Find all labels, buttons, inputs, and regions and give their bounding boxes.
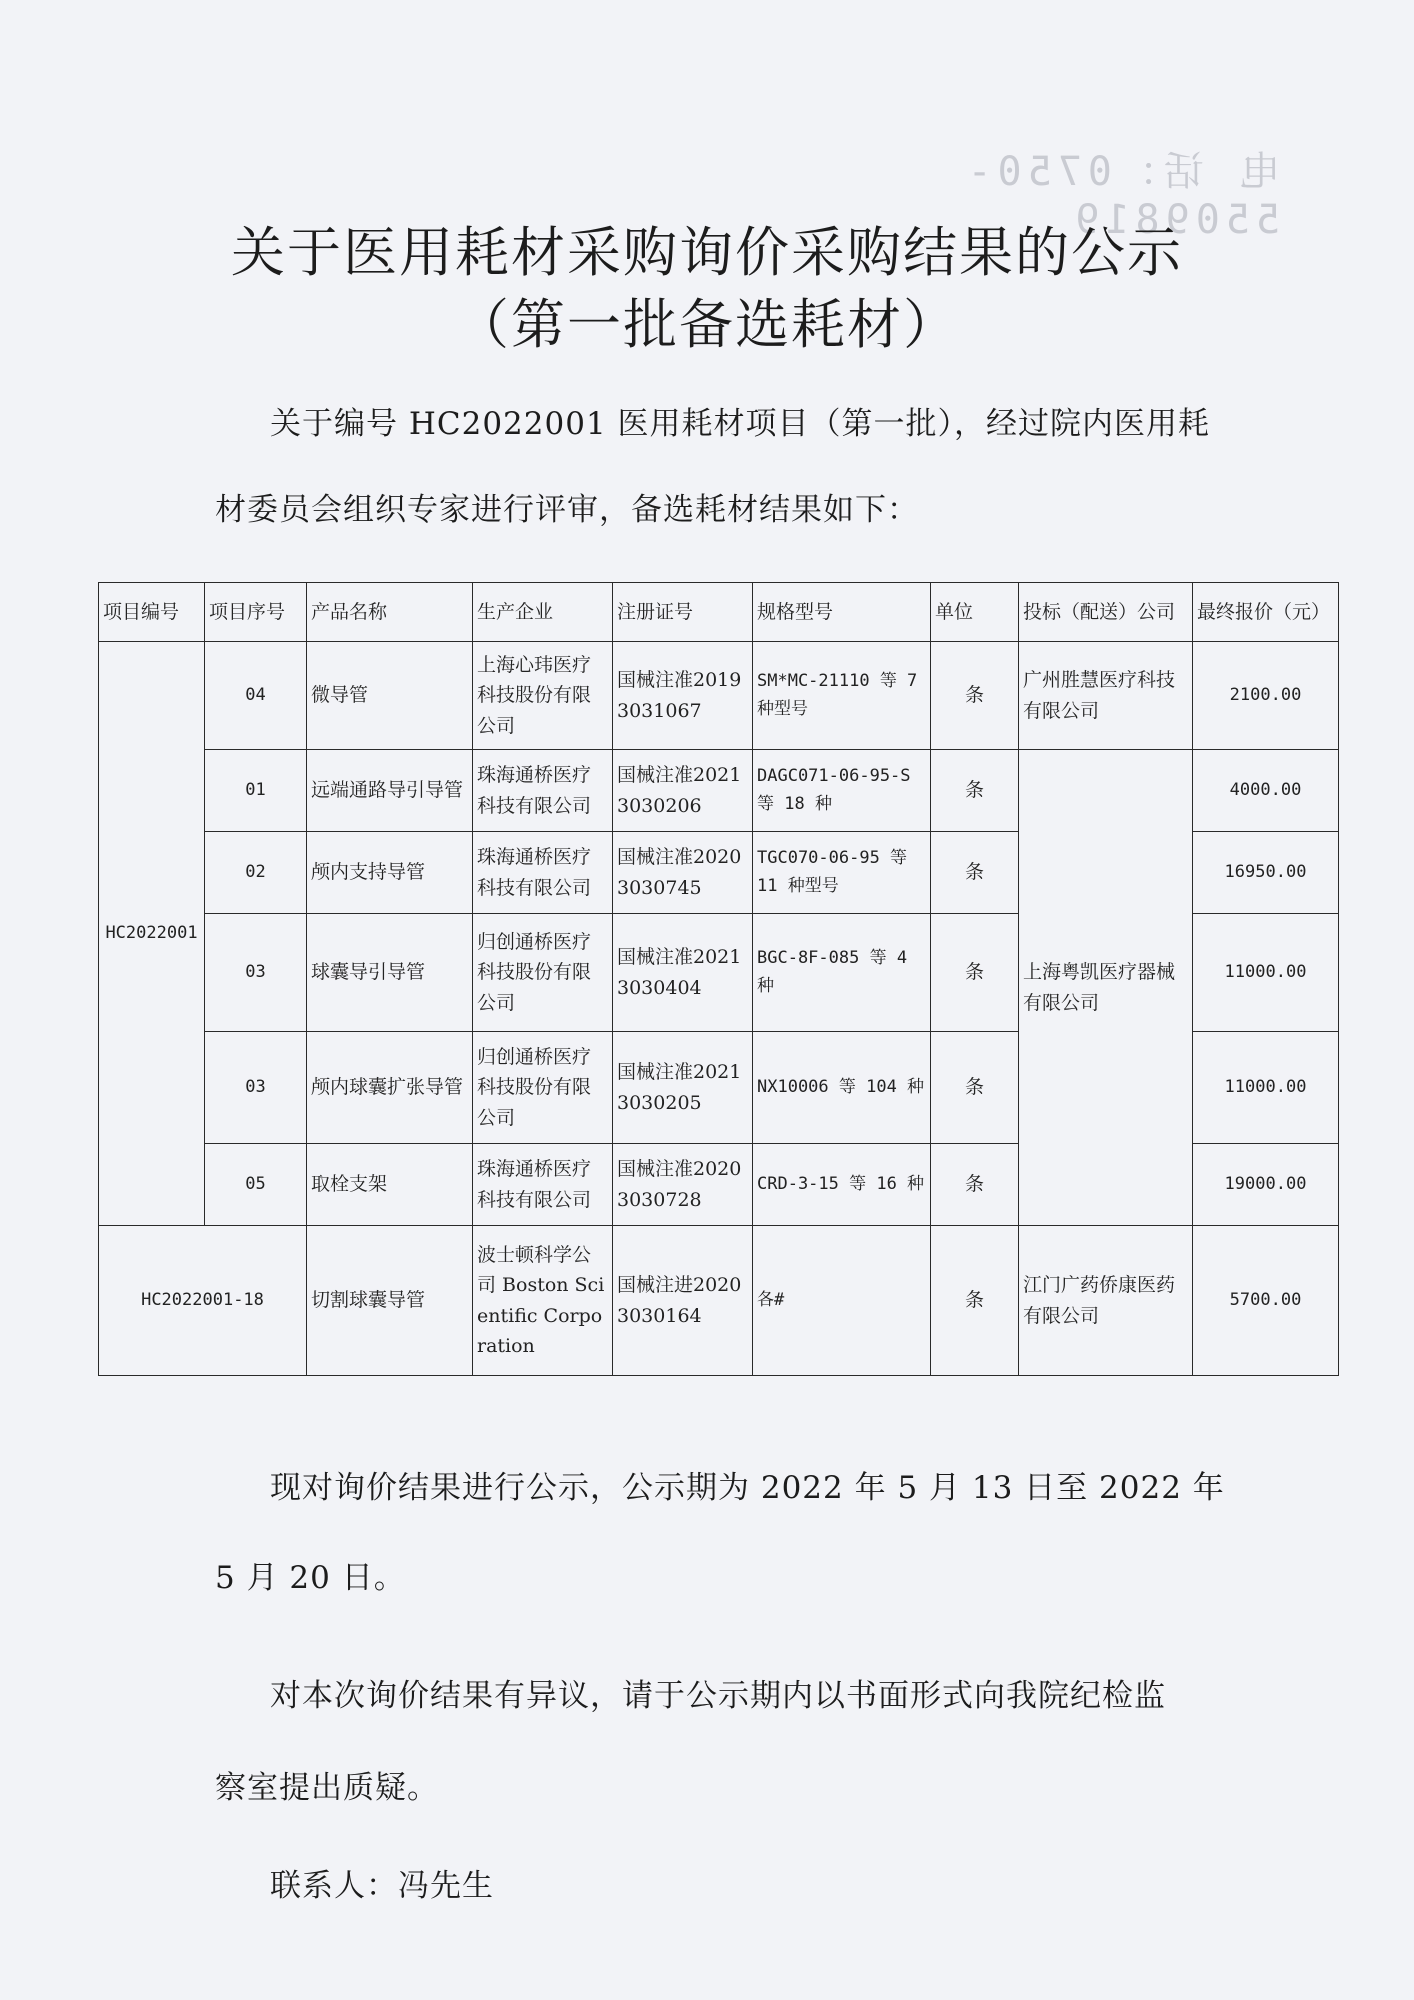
procurement-results-table: [98, 582, 1339, 1376]
notice-paragraph-line-2: 5 月 20 日。: [215, 1560, 406, 1596]
unit-cell: 条: [931, 1032, 1019, 1144]
product-name-cell: 取栓支架: [307, 1144, 473, 1226]
document-title: 关于医用耗材采购询价采购结果的公示: [231, 221, 1183, 284]
price-cell: 4000.00: [1193, 750, 1339, 832]
unit-cell: 条: [931, 750, 1019, 832]
table-row: [99, 750, 1339, 832]
unit-cell: 条: [931, 642, 1019, 750]
notice-paragraph-line-1: 现对询价结果进行公示，公示期为 2022 年 5 月 13 日至 2022 年: [270, 1470, 1225, 1506]
spec-cell: SM*MC-21110 等 7 种型号: [753, 642, 931, 750]
table-row: [99, 642, 1339, 750]
header-manufacturer: 生产企业: [473, 583, 613, 642]
spec-cell: TGC070-06-95 等 11 种型号: [753, 832, 931, 914]
registration-cell: 国械注准20193031067: [613, 642, 753, 750]
manufacturer-cell: 归创通桥医疗科技股份有限公司: [473, 914, 613, 1032]
price-cell: 2100.00: [1193, 642, 1339, 750]
unit-cell: 条: [931, 1226, 1019, 1376]
seq-cell: 04: [205, 642, 307, 750]
project-code-cell: HC2022001-18: [99, 1226, 307, 1376]
manufacturer-cell: 珠海通桥医疗科技有限公司: [473, 750, 613, 832]
manufacturer-cell: 上海心玮医疗科技股份有限公司: [473, 642, 613, 750]
seq-cell: 03: [205, 914, 307, 1032]
header-product-name: 产品名称: [307, 583, 473, 642]
project-code-cell: HC2022001: [99, 642, 205, 1226]
objection-paragraph-line-2: 察室提出质疑。: [215, 1770, 439, 1806]
header-item-seq: 项目序号: [205, 583, 307, 642]
manufacturer-cell: 波士顿科学公司 Boston Scientific Corporation: [473, 1226, 613, 1376]
price-cell: 11000.00: [1193, 1032, 1339, 1144]
product-name-cell: 颅内支持导管: [307, 832, 473, 914]
manufacturer-cell: 珠海通桥医疗科技有限公司: [473, 1144, 613, 1226]
manufacturer-cell: 归创通桥医疗科技股份有限公司: [473, 1032, 613, 1144]
header-unit: 单位: [931, 583, 1019, 642]
supplier-cell: 江门广药侨康医药有限公司: [1019, 1226, 1193, 1376]
spec-cell: 各#: [753, 1226, 931, 1376]
unit-cell: 条: [931, 1144, 1019, 1226]
table-header-row: [99, 583, 1339, 642]
header-spec: 规格型号: [753, 583, 931, 642]
price-cell: 5700.00: [1193, 1226, 1339, 1376]
document-subtitle: （第一批备选耗材）: [455, 293, 959, 356]
seq-cell: 05: [205, 1144, 307, 1226]
seq-cell: 03: [205, 1032, 307, 1144]
header-final-price: 最终报价（元）: [1193, 583, 1339, 642]
spec-cell: BGC-8F-085 等 4 种: [753, 914, 931, 1032]
price-cell: 16950.00: [1193, 832, 1339, 914]
spec-cell: NX10006 等 104 种: [753, 1032, 931, 1144]
registration-cell: 国械注准20213030205: [613, 1032, 753, 1144]
seq-cell: 01: [205, 750, 307, 832]
spec-cell: DAGC071-06-95-S 等 18 种: [753, 750, 931, 832]
price-cell: 19000.00: [1193, 1144, 1339, 1226]
header-project-code: 项目编号: [99, 583, 205, 642]
product-name-cell: 切割球囊导管: [307, 1226, 473, 1376]
registration-cell: 国械注准20213030404: [613, 914, 753, 1032]
registration-cell: 国械注进20203030164: [613, 1226, 753, 1376]
product-name-cell: 远端通路导引导管: [307, 750, 473, 832]
header-registration: 注册证号: [613, 583, 753, 642]
registration-cell: 国械注准20213030206: [613, 750, 753, 832]
intro-paragraph-line-2: 材委员会组织专家进行评审，备选耗材结果如下：: [215, 492, 919, 528]
manufacturer-cell: 珠海通桥医疗科技有限公司: [473, 832, 613, 914]
intro-paragraph-line-1: 关于编号 HC2022001 医用耗材项目（第一批），经过院内医用耗: [270, 406, 1211, 442]
unit-cell: 条: [931, 832, 1019, 914]
contact-line: 联系人：冯先生: [270, 1868, 494, 1904]
seq-cell: 02: [205, 832, 307, 914]
product-name-cell: 微导管: [307, 642, 473, 750]
table-row: [99, 1226, 1339, 1376]
price-cell: 11000.00: [1193, 914, 1339, 1032]
objection-paragraph-line-1: 对本次询价结果有异议，请于公示期内以书面形式向我院纪检监: [270, 1678, 1166, 1714]
unit-cell: 条: [931, 914, 1019, 1032]
registration-cell: 国械注准20203030745: [613, 832, 753, 914]
product-name-cell: 球囊导引导管: [307, 914, 473, 1032]
header-supplier: 投标（配送）公司: [1019, 583, 1193, 642]
bleed-through-text: 电 话：0750-5509819: [961, 149, 1280, 243]
spec-cell: CRD-3-15 等 16 种: [753, 1144, 931, 1226]
product-name-cell: 颅内球囊扩张导管: [307, 1032, 473, 1144]
supplier-cell: 广州胜慧医疗科技有限公司: [1019, 642, 1193, 750]
registration-cell: 国械注准20203030728: [613, 1144, 753, 1226]
supplier-cell: 上海粤凯医疗器械有限公司: [1019, 750, 1193, 1226]
